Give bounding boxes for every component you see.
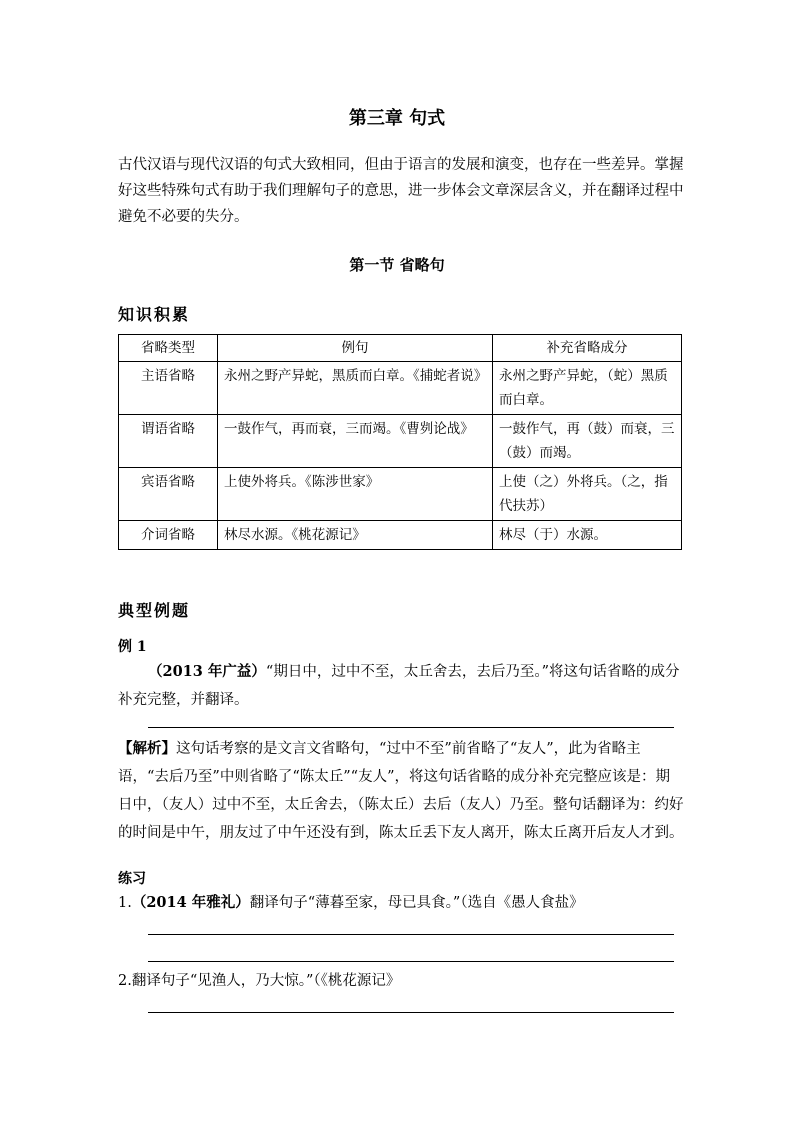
table-cell-type: 宾语省略 <box>119 468 218 521</box>
table-row <box>119 468 682 521</box>
chapter-title: 第三章 句式 <box>348 108 446 129</box>
analysis-tag: 【解析】 <box>118 740 176 757</box>
answer-line <box>148 934 674 935</box>
table-header-example: 例句 <box>218 335 493 362</box>
answer-line <box>148 727 674 728</box>
section-title: 第一节 省略句 <box>349 256 445 274</box>
question-number: 1. <box>118 895 132 911</box>
practice-question-2: 2.翻译句子“见渔人，乃大惊。”（《桃花源记》 <box>118 973 401 989</box>
table-cell-supplement: 林尽（于）水源。 <box>493 521 682 550</box>
table-row <box>119 415 682 468</box>
example-question-text: “期日中，过中不至，太丘舍去，去后乃至。”将这句话省略的成分补充完整，并翻译。 <box>118 664 680 708</box>
table-cell-example: 上使外将兵。《陈涉世家》 <box>218 468 493 521</box>
question-source: （2014 年雅礼） <box>131 894 250 911</box>
example-question <box>118 658 684 714</box>
question-text: 翻译句子“薄暮至家，母已具食。”（选自《愚人食盐》 <box>249 895 584 911</box>
table-header-row <box>119 335 682 362</box>
table-row <box>119 521 682 550</box>
practice-title: 练习 <box>118 871 146 887</box>
analysis-paragraph <box>118 735 684 847</box>
table-cell-type: 主语省略 <box>119 362 218 415</box>
example-source: （2013 年广益） <box>148 663 266 680</box>
table-cell-type: 介词省略 <box>119 521 218 550</box>
knowledge-heading: 知识积累 <box>118 305 191 324</box>
table-row <box>119 362 682 415</box>
answer-line <box>148 1012 674 1013</box>
table-cell-supplement: 一鼓作气，再（鼓）而衰，三（鼓）而竭。 <box>493 415 682 468</box>
example-label: 例 1 <box>118 639 147 655</box>
intro-paragraph: 古代汉语与现代汉语的句式大致相同，但由于语言的发展和演变，也存在一些差异。掌握好这些特殊句式有助于我们理解句子的意思，进一步体会文章深层含义，并在翻译过程中避免不必要的失分。 <box>118 157 684 225</box>
table-cell-supplement: 上使（之）外将兵。（之，指代扶苏） <box>493 468 682 521</box>
table-header-type: 省略类型 <box>119 335 218 362</box>
table-cell-example: 林尽水源。《桃花源记》 <box>218 521 493 550</box>
table-cell-supplement: 永州之野产异蛇，（蛇）黑质而白章。 <box>493 362 682 415</box>
table-cell-example: 一鼓作气，再而衰，三而竭。《曹刿论战》 <box>218 415 493 468</box>
table-cell-example: 永州之野产异蛇，黑质而白章。《捕蛇者说》 <box>218 362 493 415</box>
examples-heading: 典型例题 <box>118 601 191 620</box>
table-cell-type: 谓语省略 <box>119 415 218 468</box>
table-header-supplement: 补充省略成分 <box>493 335 682 362</box>
answer-line <box>148 961 674 962</box>
ellipsis-table <box>118 334 682 550</box>
analysis-text: 这句话考察的是文言文省略句，“过中不至”前省略了“友人”，此为省略主语，“去后乃至”中则省略了“陈太丘”“友人”，将这句话省略的成分补充完整应该是：期日中，（友人）过中不至，太丘舍去，（陈太丘）去后（友人）乃至。整句话翻译为：约好的时间是中午，朋友过了中午还没有到，陈太丘丢下友人离开，陈太丘离开后友人才到。 <box>118 741 684 841</box>
practice-question-1 <box>118 892 584 914</box>
